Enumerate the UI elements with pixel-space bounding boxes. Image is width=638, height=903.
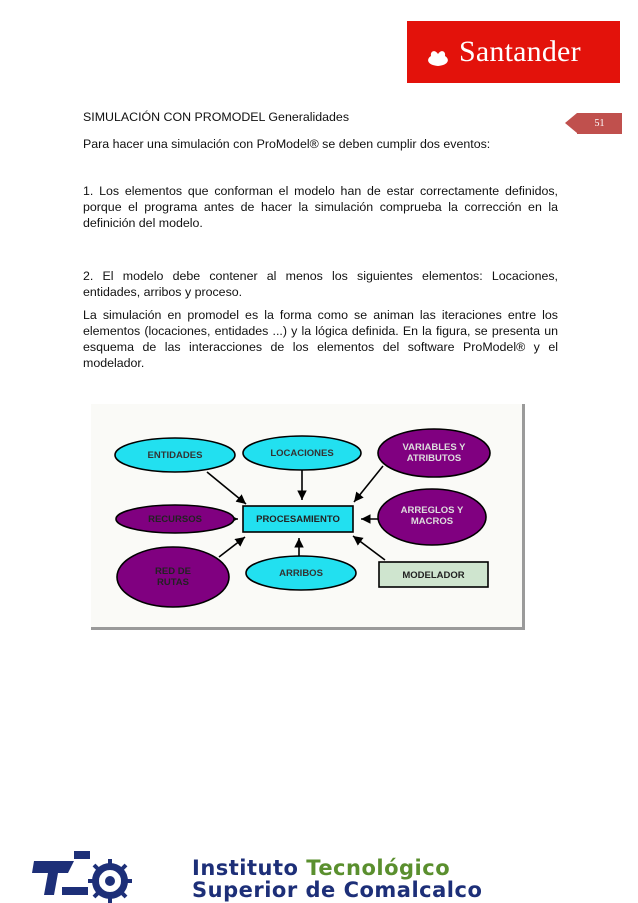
footer-title-line2: Superior de Comalcalco: [192, 878, 483, 902]
section-heading: SIMULACIÓN CON PROMODEL Generalidades: [83, 110, 350, 124]
arrow-red-rutas: [219, 537, 245, 557]
arrow-modelador: [353, 536, 385, 560]
label-red-rutas: RED DE RUTAS: [155, 566, 191, 588]
page-tab-arrow: [565, 113, 577, 133]
label-entidades: ENTIDADES: [147, 449, 203, 461]
body-paragraph: La simulación en promodel es la forma como se animan las iteraciones entre los elementos (locaciones, entidades ...) y la lógica definida. En la figura, se presenta un esquema de las interacciones de los elementos del software ProModel® y el modelador.: [83, 308, 558, 370]
footer-title-part2: Tecnológico: [306, 856, 451, 880]
footer-title-part1: Instituto: [192, 856, 299, 880]
page-number-tab: [577, 113, 622, 134]
brand-name: Santander: [459, 35, 581, 68]
flame-icon: [425, 37, 451, 67]
label-recursos: RECURSOS: [148, 513, 202, 525]
footer-title-line1: [192, 856, 450, 880]
promodel-diagram: [91, 404, 525, 630]
institute-emblem-icon: [28, 851, 148, 903]
label-arreglos: ARREGLOS Y MACROS: [400, 505, 464, 527]
page-number: 51: [594, 118, 605, 129]
santander-logo: [407, 21, 620, 83]
list-item-1: 1. Los elementos que conforman el modelo han de estar correctamente definidos, porque el programa antes de hacer la simulación comprueba la corrección en la definición del modelo.: [83, 184, 558, 230]
label-variables: VARIABLES Y ATRIBUTOS: [402, 442, 466, 464]
label-modelador: MODELADOR: [402, 569, 465, 581]
label-locaciones: LOCACIONES: [270, 447, 334, 459]
label-arribos: ARRIBOS: [279, 567, 323, 579]
list-item-2: 2. El modelo debe contener al menos los siguientes elementos: Locaciones, entidades, arribos y proceso.: [83, 269, 558, 299]
label-procesamiento: PROCESAMIENTO: [256, 513, 340, 525]
arrow-variables: [354, 466, 383, 502]
intro-text: Para hacer una simulación con ProModel® se deben cumplir dos eventos:: [83, 137, 491, 151]
arrow-entidades: [207, 472, 246, 504]
